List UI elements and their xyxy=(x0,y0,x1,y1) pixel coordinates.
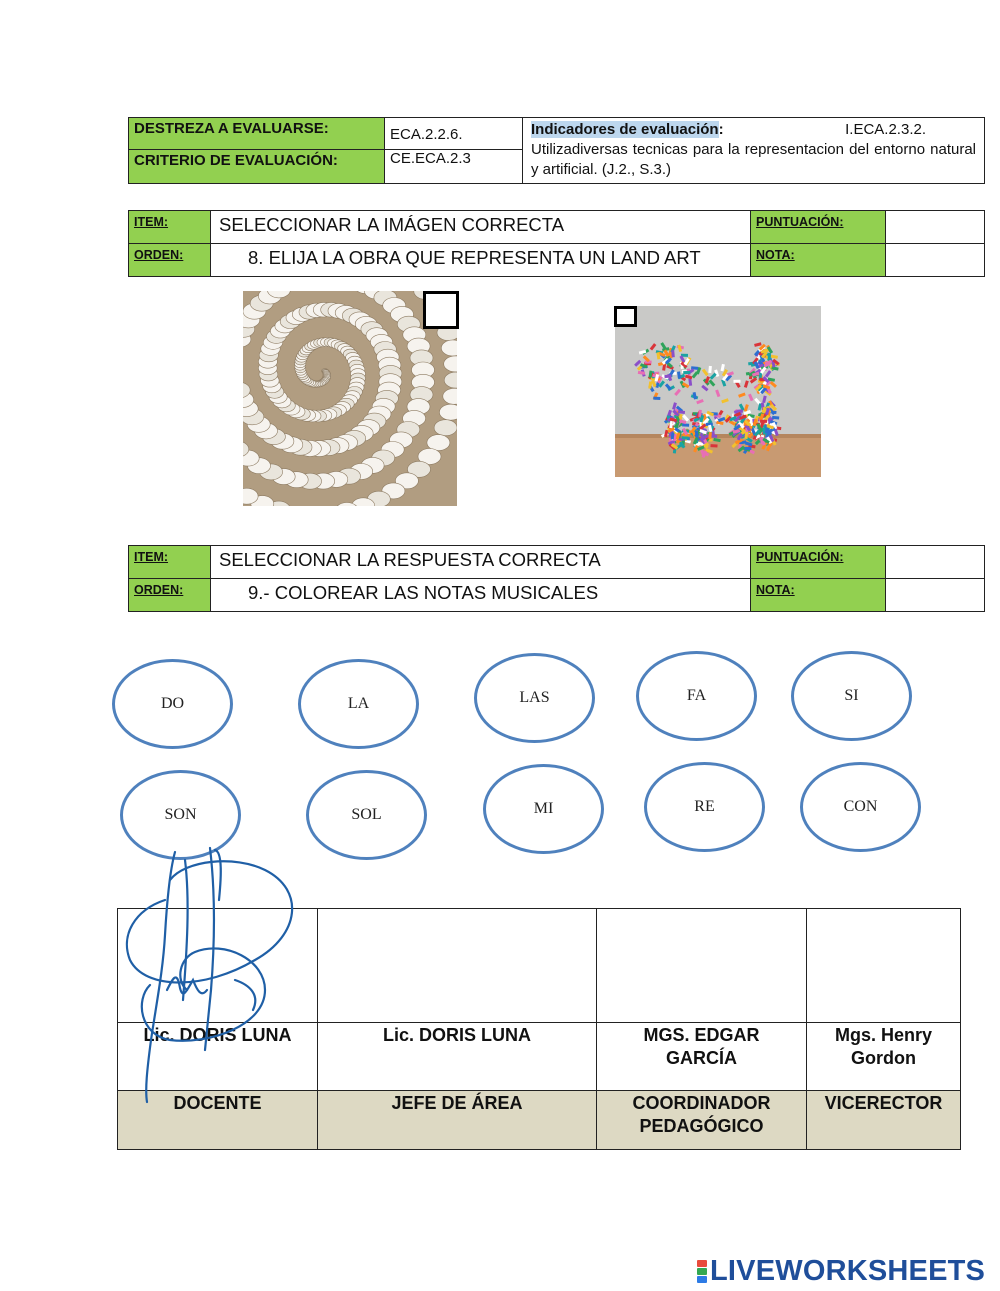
signer-name: MGS. EDGAR GARCÍA xyxy=(597,1023,807,1091)
option-spiral-checkbox[interactable] xyxy=(423,291,459,329)
note-oval-re[interactable] xyxy=(644,762,765,852)
note-oval-si[interactable] xyxy=(791,651,912,741)
sculpture-piece xyxy=(772,416,779,420)
criterio-code: CE.ECA.2.3 xyxy=(385,150,523,184)
item9-orden-tag: ORDEN: xyxy=(129,579,211,612)
note-label: CON xyxy=(843,798,878,815)
item9-puntuacion-tag: PUNTUACIÓN: xyxy=(751,546,886,579)
item8-table xyxy=(128,210,985,277)
sculpture-piece xyxy=(744,447,751,450)
item9-puntuacion-field[interactable] xyxy=(886,546,985,579)
signer-role: DOCENTE xyxy=(118,1091,318,1150)
item9-orden-text: 9.- COLOREAR LAS NOTAS MUSICALES xyxy=(211,579,751,612)
option-dog-checkbox[interactable] xyxy=(614,306,637,327)
sculpture-piece xyxy=(708,432,712,439)
destreza-code: ECA.2.2.6. xyxy=(385,118,523,150)
sculpture-piece xyxy=(708,366,712,373)
indicadores-colon: : xyxy=(718,121,724,138)
note-label: FA xyxy=(686,687,707,704)
note-oval-sol[interactable] xyxy=(306,770,427,860)
signature-cell-coordinador xyxy=(597,909,807,1023)
note-oval-la[interactable] xyxy=(298,659,419,749)
note-label: LA xyxy=(347,695,370,712)
sculpture-piece xyxy=(671,350,675,357)
item8-orden-text: 8. ELIJA LA OBRA QUE REPRESENTA UN LAND ART xyxy=(211,244,751,277)
sculpture-piece xyxy=(682,436,689,439)
item9-item-tag: ITEM: xyxy=(129,546,211,579)
signer-name: Lic. DORIS LUNA xyxy=(318,1023,597,1091)
item8-item-tag: ITEM: xyxy=(129,211,211,244)
note-label: SOL xyxy=(351,806,382,823)
criterio-label: CRITERIO DE EVALUACIÓN: xyxy=(129,150,385,184)
note-oval-mi[interactable] xyxy=(483,764,604,854)
note-label: MI xyxy=(533,800,554,817)
sculpture-piece xyxy=(760,437,763,444)
signer-role: JEFE DE ÁREA xyxy=(318,1091,597,1150)
item8-item-text: SELECCIONAR LA IMÁGEN CORRECTA xyxy=(211,211,751,244)
item8-puntuacion-field[interactable] xyxy=(886,211,985,244)
sculpture-piece xyxy=(760,420,767,423)
signature-cell-vicerector xyxy=(807,909,961,1023)
indicador-text: Utilizadiversas tecnicas para la representacion del entorno natural y artificial. (J.2., S.3.) xyxy=(531,141,976,178)
note-oval-con[interactable] xyxy=(800,762,921,852)
note-label: LAS xyxy=(519,689,550,706)
item9-nota-tag: NOTA: xyxy=(751,579,886,612)
item8-nota-tag: NOTA: xyxy=(751,244,886,277)
stone-shape xyxy=(434,420,457,436)
recycled-dog-sculpture-image xyxy=(615,306,821,477)
evaluation-header-table xyxy=(128,117,985,184)
sculpture-piece xyxy=(710,444,717,447)
item8-orden-tag: ORDEN: xyxy=(129,244,211,277)
note-oval-do[interactable] xyxy=(112,659,233,749)
stone-shape xyxy=(427,435,450,451)
item9-nota-field[interactable] xyxy=(886,579,985,612)
note-label: SI xyxy=(844,687,859,704)
sculpture-piece xyxy=(733,380,740,383)
note-label: RE xyxy=(694,798,715,815)
note-label: SON xyxy=(164,806,197,823)
note-oval-las[interactable] xyxy=(474,653,595,743)
note-oval-son[interactable] xyxy=(120,770,241,860)
liveworksheets-logo xyxy=(697,1255,985,1288)
brand-name: LIVEWORKSHEETS xyxy=(710,1255,986,1287)
brand-mark-icon xyxy=(697,1260,707,1284)
signature-table xyxy=(117,908,961,1150)
sculpture-piece xyxy=(664,375,671,379)
signer-role: VICERECTOR xyxy=(807,1091,961,1150)
item8-nota-field[interactable] xyxy=(886,244,985,277)
note-oval-fa[interactable] xyxy=(636,651,757,741)
signer-role: COORDINADOR PEDAGÓGICO xyxy=(597,1091,807,1150)
note-label: DO xyxy=(160,695,185,712)
indicadores-cell xyxy=(523,118,985,184)
item9-item-text: SELECCIONAR LA RESPUESTA CORRECTA xyxy=(211,546,751,579)
signature-cell-jefe xyxy=(318,909,597,1023)
indicador-code: I.ECA.2.3.2. xyxy=(845,121,926,138)
item9-table xyxy=(128,545,985,612)
item8-puntuacion-tag: PUNTUACIÓN: xyxy=(751,211,886,244)
sculpture-piece xyxy=(683,371,690,374)
signer-name: Lic. DORIS LUNA xyxy=(118,1023,318,1091)
sculpture-piece xyxy=(768,353,771,360)
signer-name: Mgs. Henry Gordon xyxy=(807,1023,961,1091)
indicadores-label: Indicadores de evaluación xyxy=(531,121,719,138)
signature-cell-docente xyxy=(118,909,318,1023)
sculpture-piece xyxy=(653,397,660,400)
destreza-label: DESTREZA A EVALUARSE: xyxy=(129,118,385,150)
